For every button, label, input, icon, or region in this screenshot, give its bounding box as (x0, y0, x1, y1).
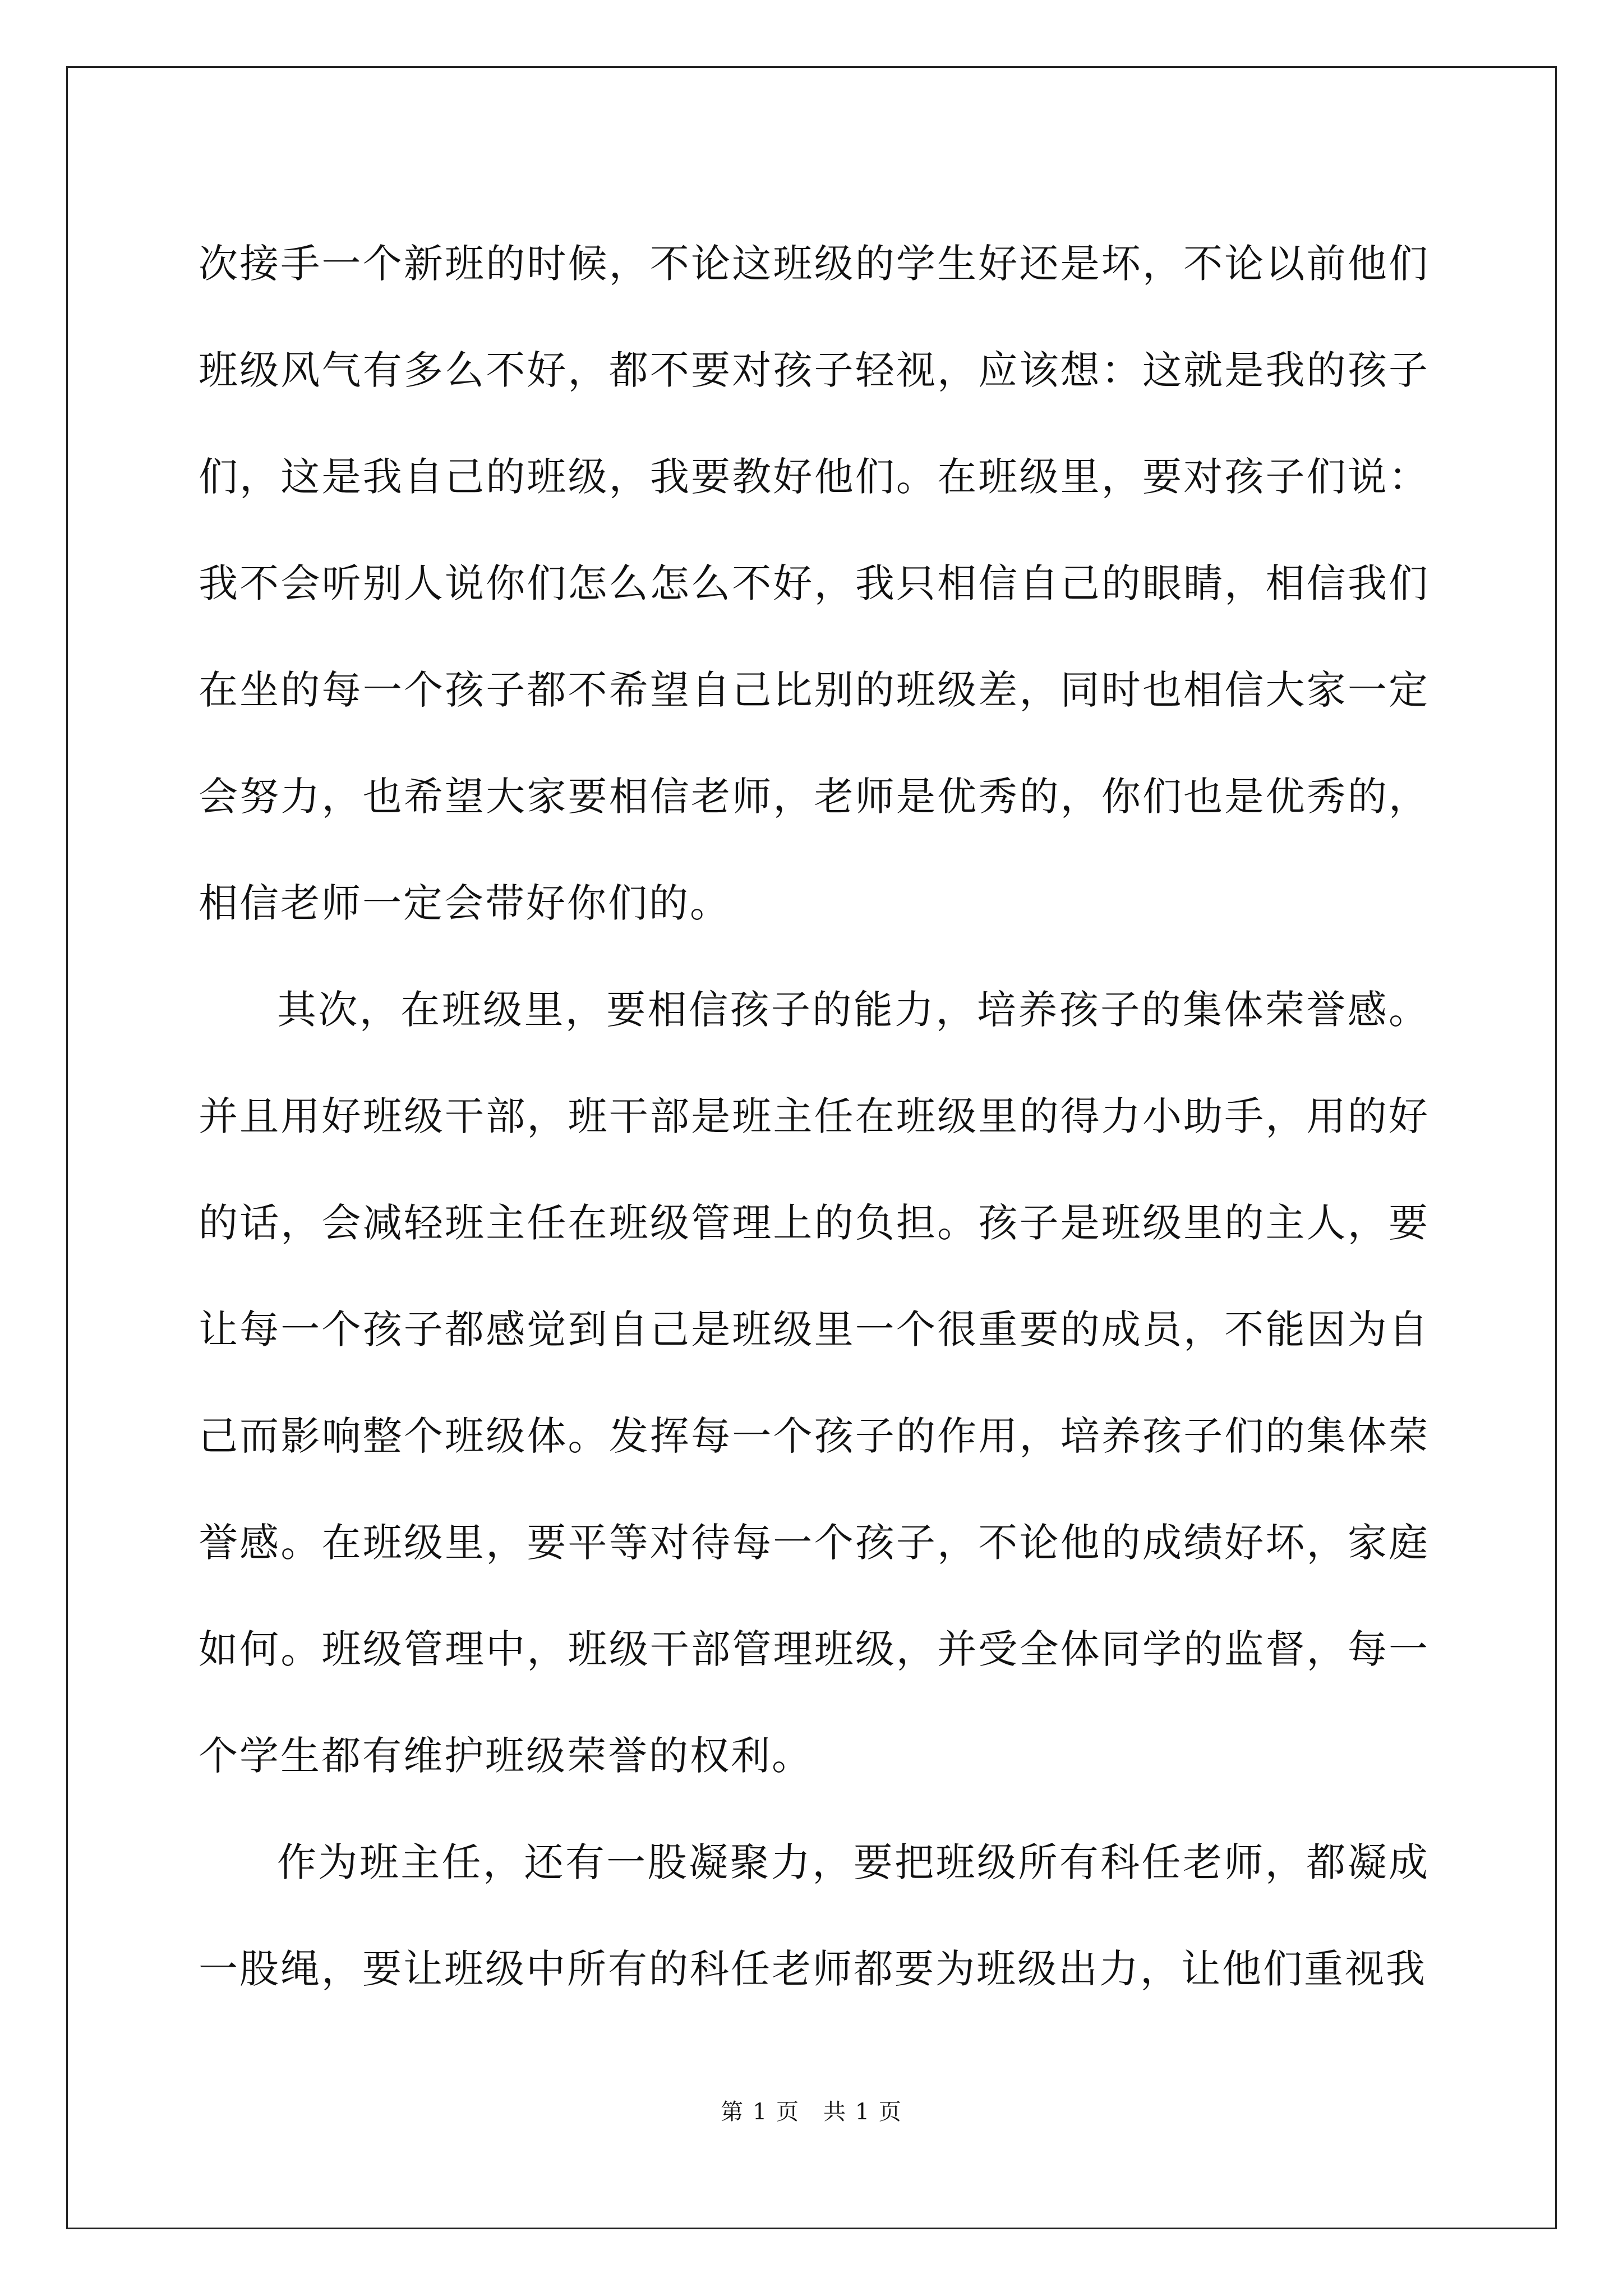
paragraph-1: 次接手一个新班的时候，不论这班级的学生好还是坏，不论以前他们班级风气有多么不好，都不要对孩子轻视，应该想：这就是我的孩子们，这是我自己的班级，我要教好他们。在班级里，要对孩子们说：我不会听别人说你们怎么怎么不好，我只相信自己的眼睛，相信我们在坐的每一个孩子都不希望自己比别的班级差，同时也相信大家一定会努力，也希望大家要相信老师，老师是优秀的，你们也是优秀的，相信老师一定会带好你们的。 (199, 241, 1430, 926)
page-number-footer: 第 1 页 共 1 页 (721, 2099, 902, 2125)
paragraph-3: 作为班主任，还有一股凝聚力，要把班级所有科任老师，都凝成一股绳，要让班级中所有的科任老师都要为班级出力，让他们重视我 (199, 1839, 1430, 1992)
document-body (199, 210, 1430, 2022)
paragraph-2: 其次，在班级里，要相信孩子的能力，培养孩子的集体荣誉感。并且用好班级干部，班干部是班主任在班级里的得力小助手，用的好的话，会减轻班主任在班级管理上的负担。孩子是班级里的主人，要让每一个孩子都感觉到自己是班级里一个很重要的成员，不能因为自己而影响整个班级体。发挥每一个孩子的作用，培养孩子们的集体荣誉感。在班级里，要平等对待每一个孩子，不论他的成绩好坏，家庭如何。班级管理中，班级干部管理班级，并受全体同学的监督，每一个学生都有维护班级荣誉的权利。 (199, 987, 1430, 1779)
